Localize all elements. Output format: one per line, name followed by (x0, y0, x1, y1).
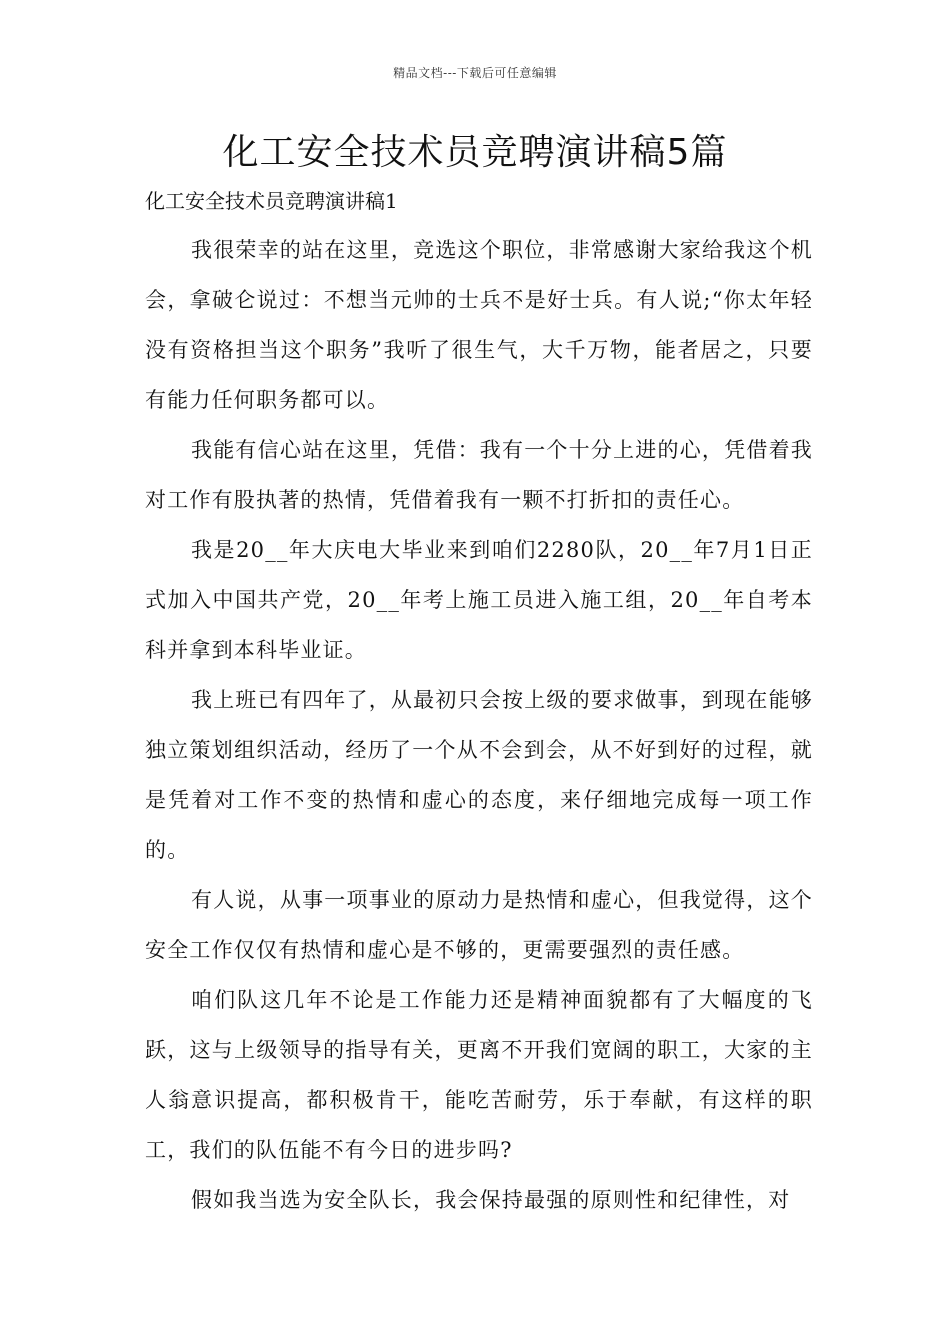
section-heading: 化工安全技术员竞聘演讲稿1 (145, 189, 398, 213)
paragraph: 我是20__年大庆电大毕业来到咱们2280队，20__年7月1日正式加入中国共产党，20__年考上施工员进入施工组，20__年自考本科并拿到本科毕业证。 (145, 538, 813, 662)
paragraph: 咱们队这几年不论是工作能力还是精神面貌都有了大幅度的飞跃，这与上级领导的指导有关，更离不开我们宽阔的职工，大家的主人翁意识提高，都积极肯干，能吃苦耐劳，乐于奉献，有这样的职工，我们的队伍能不有今日的进步吗? (145, 988, 813, 1162)
document-body (145, 225, 813, 1225)
paragraph: 有人说，从事一项事业的原动力是热情和虚心，但我觉得，这个安全工作仅仅有热情和虚心是不够的，更需要强烈的责任感。 (145, 888, 813, 962)
paragraph: 我上班已有四年了，从最初只会按上级的要求做事，到现在能够独立策划组织活动，经历了一个从不会到会，从不好到好的过程，就是凭着对工作不变的热情和虚心的态度，来仔细地完成每一项工作的。 (145, 688, 813, 862)
paragraph: 我能有信心站在这里，凭借：我有一个十分上进的心，凭借着我对工作有股执著的热情，凭借着我有一颗不打折扣的责任心。 (145, 438, 813, 512)
header-note: 精品文档---下载后可任意编辑 (393, 66, 557, 80)
paragraph: 我很荣幸的站在这里，竞选这个职位，非常感谢大家给我这个机会，拿破仑说过：不想当元帅的士兵不是好士兵。有人说;“你太年轻没有资格担当这个职务”我听了很生气，大千万物，能者居之，只要有能力任何职务都可以。 (145, 238, 813, 412)
paragraph: 假如我当选为安全队长，我会保持最强的原则性和纪律性，对 (191, 1188, 791, 1212)
document-title: 化工安全技术员竞聘演讲稿5篇 (222, 132, 728, 173)
